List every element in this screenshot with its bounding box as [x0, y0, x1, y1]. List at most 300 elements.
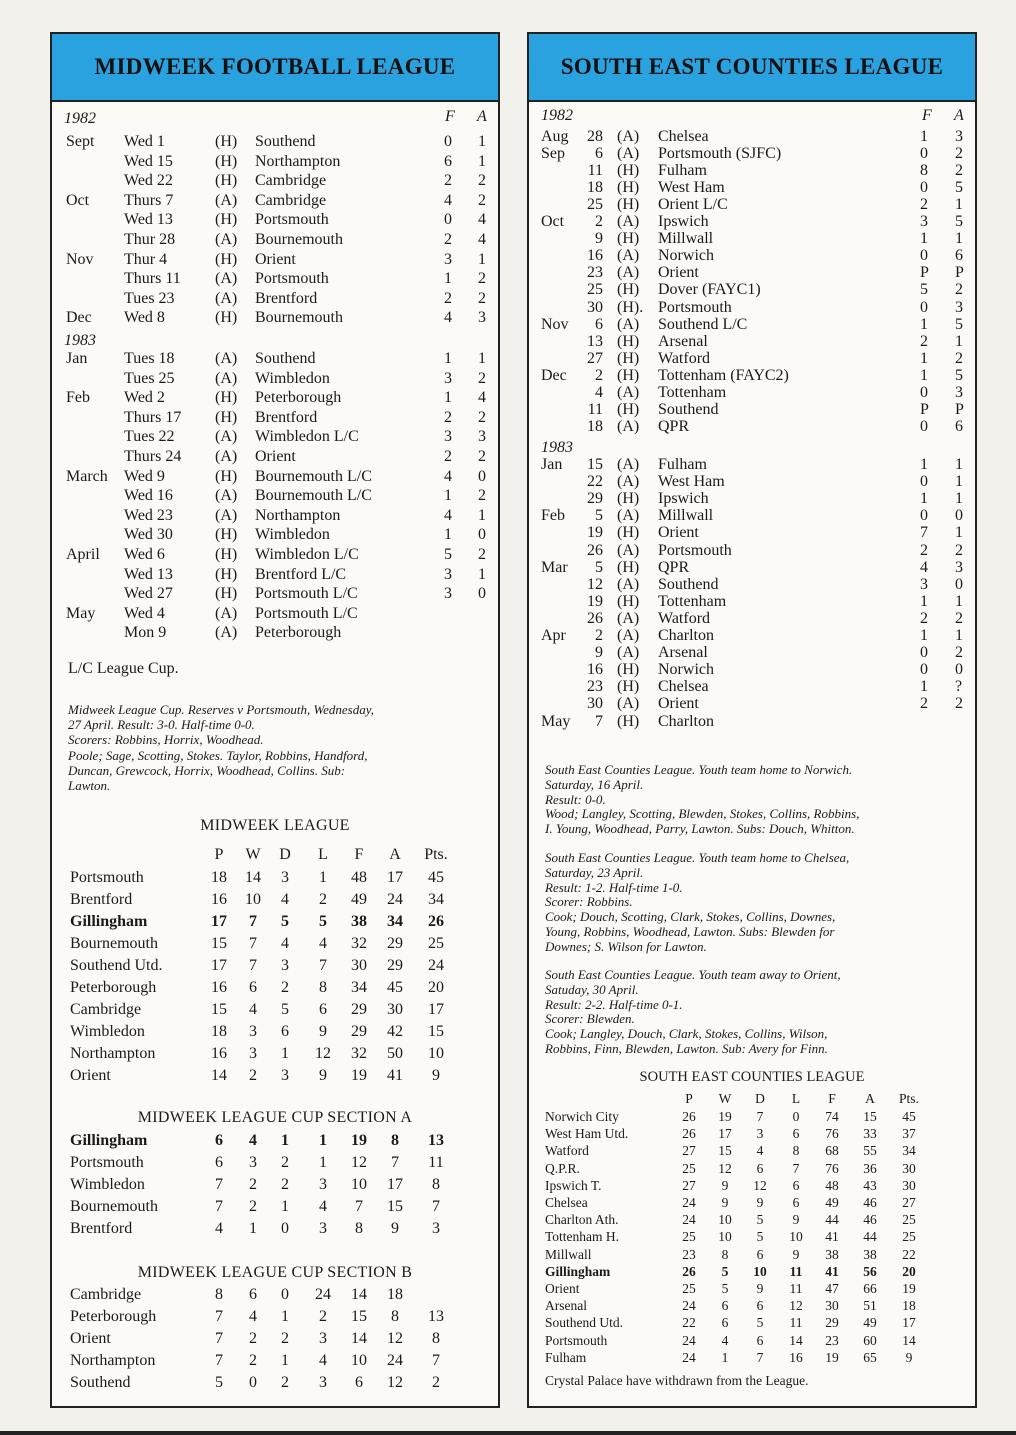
- table-cell: 37: [902, 1126, 916, 1142]
- table-cell: 34: [902, 1143, 916, 1159]
- table-cell: 10: [428, 1045, 444, 1062]
- table-cell: 30: [387, 1001, 403, 1018]
- table-cell: 12: [315, 1045, 331, 1062]
- fixture-opponent: Bournemouth L/C: [255, 487, 372, 505]
- table-cell: 48: [825, 1177, 839, 1193]
- table-cell: 7: [319, 957, 327, 974]
- table-cell: 4: [319, 935, 327, 952]
- table-cell: 5: [215, 1374, 223, 1391]
- youth-report-line: Result: 0-0.: [545, 791, 606, 807]
- fixture-for: 5: [920, 281, 928, 299]
- table-cell: 4: [281, 935, 289, 952]
- table-cell: 7: [215, 1176, 223, 1193]
- table-cell: 9: [319, 1023, 327, 1040]
- fixture-venue: (A): [215, 289, 238, 307]
- fixture-against: 1: [478, 565, 486, 583]
- table-cell: 41: [387, 1067, 403, 1084]
- table-cell: 2: [319, 891, 327, 908]
- fixture-venue: (H): [617, 524, 640, 542]
- table-cell: 3: [281, 957, 289, 974]
- fixture-venue: (H): [617, 661, 640, 679]
- table-header: W: [245, 846, 261, 863]
- table-cell: 9: [391, 1220, 399, 1237]
- youth-report-line: Scorer: Blewden.: [545, 1011, 635, 1027]
- table-cell: 7: [756, 1109, 764, 1124]
- table-team: Bournemouth: [70, 1198, 158, 1215]
- table-cell: 9: [756, 1195, 764, 1210]
- league-footnote: Crystal Palace have withdrawn from the League.: [545, 1373, 809, 1388]
- fixture-for: 3: [444, 250, 452, 268]
- youth-report-line: Downes; S. Wilson for Lawton.: [545, 938, 707, 954]
- table-cell: 5: [756, 1212, 764, 1228]
- table-cell: 17: [387, 1176, 403, 1193]
- fixture-against: 4: [478, 389, 486, 407]
- table-cell: 68: [825, 1143, 839, 1159]
- table-cell: 46: [863, 1195, 877, 1210]
- table-cell: 15: [211, 935, 227, 952]
- fixture-opponent: Cambridge: [255, 172, 327, 190]
- table-cell: 10: [351, 1352, 367, 1369]
- table-cell: 19: [351, 1132, 367, 1149]
- table-cell: 38: [351, 913, 367, 930]
- table-team: Gillingham: [70, 1132, 148, 1149]
- fixture-opponent: Fulham: [658, 162, 707, 180]
- table-cell: 29: [351, 1023, 367, 1040]
- table-cell: 16: [211, 1045, 227, 1062]
- fixture-against: 4: [478, 231, 486, 248]
- table-cell: 9: [792, 1212, 800, 1228]
- fixture-day: Wed 9: [124, 467, 165, 485]
- fixture-opponent: Chelsea: [658, 678, 709, 696]
- fixture-for: 3: [920, 213, 928, 231]
- table-cell: 6: [721, 1298, 729, 1314]
- table-cell: 24: [682, 1195, 696, 1210]
- fixture-day: 25: [587, 196, 603, 214]
- table-cell: 44: [825, 1212, 839, 1228]
- table-cell: 43: [863, 1177, 877, 1193]
- table-cell: 25: [902, 1212, 916, 1228]
- table-cell: 12: [387, 1374, 403, 1391]
- table-cell: 3: [281, 869, 289, 886]
- table-cell: 74: [825, 1109, 839, 1124]
- fixture-day: Wed 13: [124, 565, 173, 583]
- fixture-day: Wed 15: [124, 152, 173, 170]
- fixture-venue: (H): [215, 152, 238, 170]
- table-header: A: [389, 846, 401, 863]
- fixture-opponent: Millwall: [658, 230, 714, 248]
- fixture-for: 0: [920, 179, 928, 197]
- fixture-opponent: Wimbledon L/C: [255, 428, 359, 446]
- fixture-for: 1: [920, 230, 928, 248]
- table-cell: 1: [319, 869, 327, 886]
- table-cell: 20: [428, 979, 444, 996]
- fixture-venue: (A): [215, 191, 238, 209]
- fixture-for: 1: [920, 349, 928, 367]
- fixture-venue: (H): [215, 250, 238, 268]
- fixture-against: 1: [478, 350, 486, 367]
- fixture-against: 2: [955, 609, 963, 627]
- table-team: West Ham Utd.: [545, 1126, 629, 1142]
- fixture-day: Thur 28: [124, 231, 176, 248]
- table-cell: 24: [682, 1212, 696, 1228]
- fixture-against: 3: [955, 558, 963, 576]
- fixture-venue: (A): [617, 541, 640, 559]
- fixture-for: 1: [920, 592, 928, 610]
- youth-report-line: Saturday, 23 April.: [545, 864, 644, 880]
- table-cell: 30: [351, 957, 367, 974]
- fixture-against: 1: [955, 524, 963, 542]
- youth-report-line: South East Counties League. Youth team away to Orient,: [545, 967, 841, 982]
- table-cell: 0: [792, 1109, 800, 1124]
- table-cell: 9: [905, 1349, 913, 1365]
- fixture-day: Thurs 11: [124, 270, 181, 288]
- youth-report-line: Satuday, 30 April.: [545, 981, 639, 997]
- table-cell: 17: [387, 869, 403, 886]
- table-team: Cambridge: [70, 1001, 142, 1018]
- fixture-day: Wed 4: [124, 604, 165, 622]
- table-cell: 7: [249, 957, 257, 974]
- fixture-day: Tues 18: [124, 350, 175, 367]
- fixture-opponent: Orient: [658, 524, 699, 542]
- table-cell: 9: [792, 1246, 800, 1262]
- table-cell: 7: [355, 1198, 363, 1215]
- table-cell: 36: [863, 1160, 877, 1176]
- fixture-day: 23: [587, 678, 603, 696]
- table-cell: 65: [863, 1349, 877, 1365]
- fixture-day: Mon 9: [124, 624, 167, 642]
- table-cell: 30: [902, 1160, 916, 1176]
- fixture-venue: (H): [215, 211, 238, 229]
- fixture-for: 0: [920, 383, 928, 401]
- table-cell: 0: [249, 1374, 257, 1391]
- table-cell: 45: [428, 869, 444, 886]
- fixture-day: 11: [587, 400, 603, 418]
- table-team: Bournemouth: [70, 935, 158, 952]
- fixture-opponent: Portsmouth: [255, 211, 329, 229]
- table-cell: 6: [355, 1374, 363, 1391]
- fixture-day: 19: [587, 524, 603, 542]
- table-cell: 4: [249, 1308, 257, 1325]
- youth-report-line: Result: 1-2. Half-time 1-0.: [545, 879, 683, 895]
- fixture-venue: (A): [215, 604, 238, 622]
- fixture-month: Apr: [541, 627, 566, 644]
- table-cell: 7: [215, 1330, 223, 1347]
- fixture-day: 2: [595, 366, 603, 384]
- fixture-for: 2: [444, 289, 452, 307]
- fixture-opponent: Orient L/C: [658, 196, 728, 214]
- table-cell: 49: [863, 1315, 877, 1331]
- fixture-for: 1: [920, 490, 928, 508]
- fixture-month: Nov: [66, 250, 94, 268]
- fixture-day: Wed 23: [124, 506, 173, 524]
- table-cell: 2: [432, 1374, 440, 1391]
- fixture-for: 4: [444, 309, 452, 327]
- fixture-against: 2: [955, 541, 963, 559]
- fixture-month: Oct: [66, 191, 90, 209]
- fixture-against: 2: [955, 349, 963, 367]
- table-cell: 8: [432, 1176, 440, 1193]
- fixture-opponent: Watford: [658, 609, 711, 627]
- fixture-venue: (A): [215, 231, 238, 248]
- table-cell: 14: [245, 869, 261, 886]
- table-cell: 2: [249, 1198, 257, 1215]
- fixture-for: 4: [920, 558, 928, 576]
- fixture-against: 3: [955, 128, 963, 145]
- fixture-day: Wed 1: [124, 133, 165, 150]
- fixture-month: Sep: [541, 145, 565, 163]
- fixture-against: 5: [955, 366, 963, 384]
- table-team: Northampton: [70, 1352, 156, 1369]
- fixture-for: 0: [920, 298, 928, 316]
- table-cell: 8: [215, 1286, 223, 1303]
- fixture-venue: (H): [617, 678, 640, 696]
- fixture-for: 1: [444, 487, 452, 505]
- fixture-venue: (A): [617, 644, 640, 662]
- fixture-against: 2: [478, 448, 486, 465]
- fixture-opponent: Portsmouth: [658, 541, 732, 559]
- fixture-opponent: Chelsea: [658, 128, 709, 145]
- table-cell: 2: [319, 1308, 327, 1325]
- table-team: Orient: [70, 1330, 111, 1347]
- fixture-day: Wed 6: [124, 546, 165, 563]
- table-cell: 49: [825, 1195, 839, 1210]
- fixture-opponent: Norwich: [658, 661, 714, 679]
- table-cell: 8: [432, 1330, 440, 1347]
- fixture-day: 29: [587, 490, 603, 508]
- table-cell: 6: [319, 1001, 327, 1018]
- fixture-against: 1: [955, 627, 963, 644]
- year-1982: 1982: [64, 110, 96, 127]
- fixture-opponent: Northampton: [255, 152, 341, 170]
- fixture-for: 2: [920, 196, 928, 214]
- table-cell: 7: [215, 1198, 223, 1215]
- fixture-for: 2: [920, 332, 928, 350]
- fixture-opponent: Portsmouth L/C: [255, 604, 358, 622]
- fixture-for: 8: [920, 162, 928, 180]
- table-cell: 11: [428, 1154, 444, 1171]
- fixture-against: 1: [955, 332, 963, 350]
- fixture-venue: (A): [617, 264, 640, 282]
- fixture-against: 2: [478, 546, 486, 563]
- fixture-day: 6: [595, 315, 603, 333]
- fixture-opponent: Southend: [658, 400, 719, 418]
- cup-report-line: Scorers: Robbins, Horrix, Woodhead.: [68, 732, 264, 748]
- table-cell: 15: [387, 1198, 403, 1215]
- table-cell: 45: [902, 1109, 916, 1124]
- table-cell: 5: [756, 1315, 764, 1331]
- fixture-opponent: Orient: [658, 695, 699, 713]
- table-cell: 41: [825, 1263, 839, 1279]
- col-a-header: A: [477, 108, 487, 125]
- table-cell: 23: [825, 1332, 839, 1348]
- fixture-month: April: [66, 546, 100, 563]
- league-cup-note: L/C League Cup.: [68, 660, 179, 677]
- table-team: Ipswich T.: [545, 1177, 602, 1193]
- table-cell: 13: [428, 1132, 444, 1149]
- table-cell: 5: [281, 1001, 289, 1018]
- fixture-against: 2: [478, 408, 486, 426]
- table-cell: 8: [792, 1143, 800, 1159]
- fixture-opponent: Bournemouth L/C: [255, 467, 372, 485]
- table-team: Gillingham: [70, 913, 148, 930]
- fixture-opponent: Southend L/C: [658, 315, 748, 333]
- table-cell: 4: [249, 1001, 257, 1018]
- fixture-month: Dec: [541, 366, 567, 384]
- fixture-venue: (H): [215, 526, 238, 544]
- fixture-against: 1: [478, 250, 486, 268]
- fixture-opponent: Millwall: [658, 507, 714, 525]
- table-cell: 25: [682, 1160, 696, 1176]
- fixture-day: Thurs 24: [124, 448, 182, 465]
- fixture-against: 2: [478, 172, 486, 190]
- cup-report-line: Midweek League Cup. Reserves v Portsmouth, Wednesday,: [68, 702, 375, 717]
- table-cell: 7: [756, 1349, 764, 1365]
- fixture-against: 2: [478, 191, 486, 209]
- table-cell: 47: [825, 1281, 839, 1296]
- table-cell: 2: [249, 1330, 257, 1347]
- table-team: Fulham: [545, 1349, 587, 1365]
- cup-report-line: Lawton.: [68, 778, 111, 793]
- youth-report-line: Cook; Douch, Scotting, Clark, Stokes, Collins, Downes,: [545, 909, 836, 925]
- fixture-for: 4: [444, 467, 452, 485]
- fixture-venue: (A): [617, 145, 640, 163]
- fixture-against: 0: [955, 661, 963, 679]
- table-cell: 1: [319, 1132, 327, 1149]
- fixture-opponent: Brentford: [255, 289, 318, 307]
- table-cell: 7: [249, 935, 257, 952]
- table-cell: 25: [428, 935, 444, 952]
- table-cell: 25: [682, 1281, 696, 1296]
- table-team: Q.P.R.: [545, 1160, 580, 1176]
- fixture-for: P: [920, 400, 929, 418]
- table-team: Norwich City: [545, 1109, 619, 1124]
- fixture-day: Wed 13: [124, 211, 173, 229]
- table-cell: 6: [756, 1298, 764, 1314]
- fixture-against: 4: [478, 211, 486, 229]
- fixture-venue: (H): [617, 592, 640, 610]
- fixture-day: 5: [595, 507, 603, 525]
- fixture-against: 0: [478, 526, 486, 544]
- table-cell: 38: [863, 1246, 877, 1262]
- fixture-venue: (A): [215, 506, 238, 524]
- table-cell: 7: [432, 1198, 440, 1215]
- table-cell: 34: [387, 913, 403, 930]
- fixture-for: 2: [920, 695, 928, 713]
- table-cell: 9: [756, 1281, 764, 1296]
- fixture-venue: (H): [215, 546, 238, 563]
- fixture-venue: (H): [617, 162, 640, 180]
- fixture-opponent: Arsenal: [658, 644, 708, 662]
- table-cell: 24: [682, 1349, 696, 1365]
- fixture-day: Thurs 17: [124, 408, 182, 426]
- fixture-day: 23: [587, 264, 603, 282]
- fixture-day: Wed 2: [124, 389, 165, 407]
- fixture-opponent: Bournemouth: [255, 309, 343, 327]
- table-cell: 4: [721, 1332, 729, 1348]
- table-cell: 3: [249, 1154, 257, 1171]
- fixture-day: 7: [595, 712, 603, 730]
- fixture-day: 2: [595, 627, 603, 644]
- table-cell: 10: [718, 1212, 732, 1228]
- fixture-against: 1: [478, 152, 486, 170]
- fixture-month: May: [66, 604, 96, 622]
- fixture-day: Wed 30: [124, 526, 173, 544]
- fixture-opponent: Portsmouth: [658, 298, 732, 316]
- cup-section-a-title: MIDWEEK LEAGUE CUP SECTION A: [137, 1109, 413, 1126]
- fixture-for: 3: [444, 585, 452, 603]
- table-cell: 22: [902, 1246, 916, 1262]
- table-cell: 1: [281, 1352, 289, 1369]
- table-cell: 60: [863, 1332, 877, 1348]
- table-cell: 7: [391, 1154, 399, 1171]
- fixture-day: 25: [587, 281, 603, 299]
- fixture-against: 6: [955, 417, 963, 435]
- table-cell: 2: [249, 1176, 257, 1193]
- table-cell: 4: [215, 1220, 223, 1237]
- table-cell: 3: [319, 1220, 327, 1237]
- fixture-venue: (A): [617, 128, 640, 145]
- fixture-against: ?: [955, 678, 963, 696]
- table-cell: 32: [351, 1045, 367, 1062]
- table-cell: 66: [863, 1281, 877, 1296]
- fixture-venue: (H): [215, 565, 238, 583]
- table-cell: 23: [682, 1246, 696, 1262]
- table-cell: 14: [902, 1332, 916, 1348]
- table-cell: 9: [319, 1067, 327, 1084]
- fixture-for: 2: [444, 408, 452, 426]
- fixture-against: 6: [955, 247, 963, 265]
- fixture-against: 2: [955, 145, 963, 163]
- fixture-day: 26: [587, 609, 603, 627]
- table-cell: 5: [721, 1263, 729, 1279]
- table-cell: 6: [756, 1332, 764, 1348]
- fixture-for: 1: [920, 366, 928, 384]
- fixture-against: P: [955, 264, 964, 282]
- table-team: Orient: [70, 1067, 111, 1084]
- midweek-league-table-title: MIDWEEK LEAGUE: [200, 817, 350, 834]
- fixture-for: 0: [920, 507, 928, 525]
- table-cell: 49: [351, 891, 367, 908]
- table-cell: 7: [249, 913, 257, 930]
- fixture-against: 1: [955, 230, 963, 248]
- fixture-opponent: Wimbledon L/C: [255, 546, 359, 563]
- fixture-for: 2: [920, 541, 928, 559]
- fixture-month: Sept: [66, 133, 95, 150]
- fixture-for: 4: [444, 506, 452, 524]
- youth-report-line: Scorer: Robbins.: [545, 894, 633, 910]
- table-cell: 9: [432, 1067, 440, 1084]
- fixture-against: 1: [955, 490, 963, 508]
- table-team: Cambridge: [70, 1286, 142, 1303]
- table-header: F: [354, 846, 364, 863]
- table-cell: 6: [756, 1160, 764, 1176]
- fixture-opponent: Brentford L/C: [255, 565, 347, 583]
- fixture-venue: (H): [215, 309, 238, 327]
- table-cell: 32: [351, 935, 367, 952]
- table-team: Portsmouth: [70, 1154, 144, 1171]
- table-cell: 6: [721, 1315, 729, 1331]
- table-cell: 24: [428, 957, 444, 974]
- fixture-against: 1: [955, 456, 963, 473]
- fixture-venue: (A): [215, 624, 238, 642]
- youth-report-line: Wood; Langley, Scotting, Blewden, Stokes, Collins, Robbins,: [545, 806, 860, 822]
- fixture-opponent: Fulham: [658, 456, 707, 473]
- fixture-opponent: Wimbledon: [255, 369, 330, 387]
- fixture-month: Nov: [541, 315, 569, 333]
- table-header: Pts.: [899, 1091, 919, 1106]
- table-team: Brentford: [70, 1220, 133, 1237]
- table-team: Portsmouth: [545, 1332, 608, 1348]
